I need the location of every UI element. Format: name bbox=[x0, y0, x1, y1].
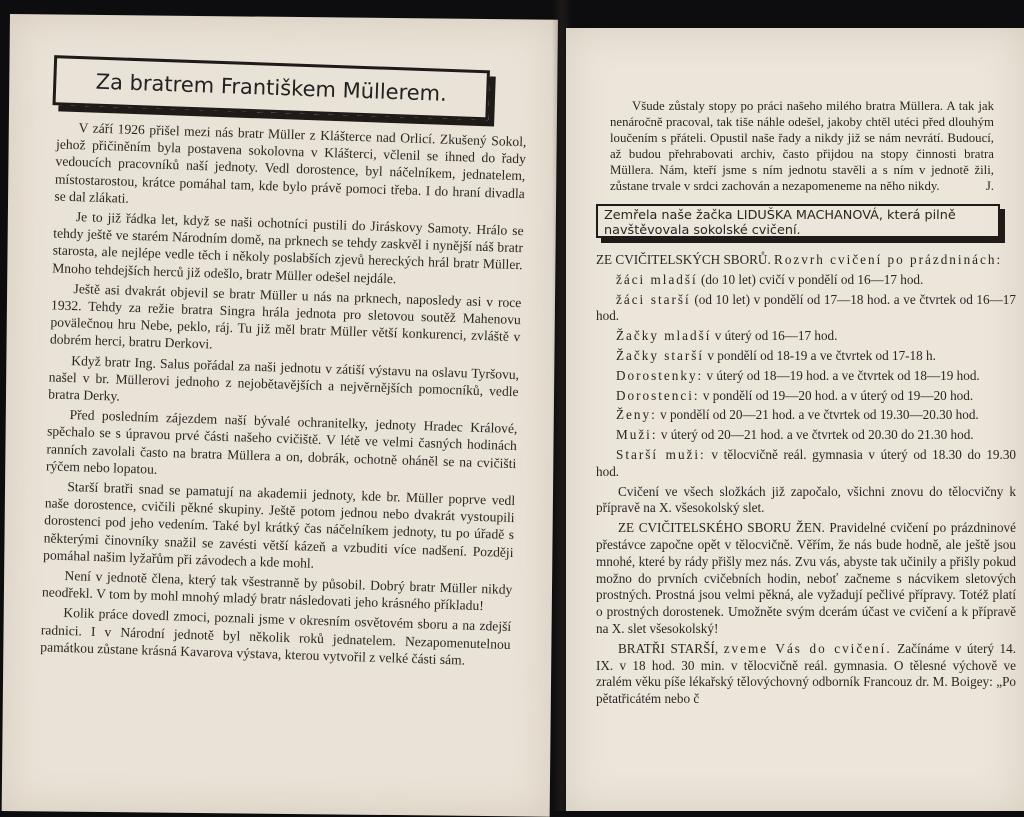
left-page bbox=[2, 14, 558, 817]
women-heading: ZE CVIČITELSKÉHO SBORU ŽEN. bbox=[618, 520, 825, 536]
elders-call: zveme Vás do cvičení. bbox=[723, 640, 892, 656]
paragraph: Když bratr Ing. Salus pořádal za naši jednotu v zátiší výstavu na oslavu Tyršovu, našel v br. Müllerovi jednoho z nejobětavějších a nejvěrnějších pomocníků, vedle bratra Derky. bbox=[48, 352, 520, 404]
right-page bbox=[566, 28, 1024, 811]
paragraph: Všude zůstaly stopy po práci našeho milého bratra Müllera. A tak jak nenáročně pracoval, tak tiše náhle odešel, jakoby chtěl utéci před dlouhým loučením s přáteli. Opustil naše řady a nikdy již se nám nevrátí. Budoucí, až budou přehrabovati archiv, často přijdou na stopy činnosti bratra Müllera. Nám, kteří jsme s ním jednotu stavěli a s ním v jednotě žili, zůstane trvale v srdci zachován a nezapomeneme na něho nikdy. J. bbox=[610, 99, 994, 193]
signature: J. bbox=[985, 179, 994, 193]
elders-text: Začínáme v úterý 14. IX. v 18 hod. 30 min. v tělocvičně reál. gymnasia. O tělesné výchově ve zralém věku píše lékařský tělovýchovný odborník Francouz dr. M. Boigey: „Po pětatřicátém nebo č bbox=[596, 640, 1017, 707]
schedule-item: Muži: v úterý od 20—21 hod. a ve čtvrtek od 20.30 do 21.30 hod. bbox=[616, 427, 974, 443]
schedule-item: žáci mladší (do 10 let) cvičí v pondělí od 16—17 hod. bbox=[616, 271, 924, 287]
paragraph: Kolik práce dovedl zmoci, poznali jsme v okresním osvětovém sboru a na zdejší radnici. I v Národní jednotě byl několik roků jednatelem. Nezapomenutelnou památkou zůstane krásná Kavarova výstava, kterou vytvořil z velké části sám. bbox=[40, 605, 512, 668]
elders-heading: BRATŘI STARŠÍ, bbox=[618, 640, 719, 656]
women-text: Pravidelné cvičení po prázdninové přestávce započne opět v tělocvičně. Věřím, že nás bude hodně, ale ještě jsou mnohé, které by rády přišly mez nás. Zvu vás, abyste tak učinily a přišly pokud možno do prvních cvičebních hodin, neboť začneme s nácvikem sletových prostných. Prostná jsou velmi pěkná, ale vyžadují pečlivé přípravy. Totéž platí o prostných dorostenek. Umožněte svým dcerám účast ve cvičení a k přípravě na X. slet všesokolský! bbox=[596, 520, 1017, 636]
schedule-item: Ženy: v pondělí od 20—21 hod. a ve čtvrtek od 19.30—20.30 hod. bbox=[616, 407, 979, 423]
article-conclusion bbox=[610, 98, 994, 197]
women-section bbox=[596, 520, 1016, 638]
schedule-item: Starší muži: v tělocvičně reál. gymnasia v úterý od 18.30 do 19.30 hod. bbox=[596, 446, 1017, 479]
schedule-item: Dorostenci: v pondělí od 19—20 hod. a v úterý od 19—20 hod. bbox=[616, 387, 974, 403]
article-body bbox=[40, 118, 527, 673]
schedule-item: Žačky starší v pondělí od 18-19 a ve čtvrtek od 17-18 h. bbox=[616, 347, 936, 363]
schedule-intro: Rozvrh cvičení po prázdninách: bbox=[774, 252, 1003, 267]
paragraph: Starší bratři snad se pamatují na akademii jednoty, kde br. Müller poprve vedl naše dorostence, cvičili pěkné skupiny. Ještě potom jednou nebo dvakrát vystoupili dorostenci pod jeho vedením. Také byl krátký čas náčelníkem jednoty, tu po úřadě s některými činovníky snažil se zavésti větší kázeň a vzbuditi více nadšení. Později pomáhal našim lyžařům při závodech a kde mohl. bbox=[42, 479, 516, 571]
schedule-heading: ZE CVIČITELSKÝCH SBORŮ. bbox=[596, 252, 771, 267]
schedule-header bbox=[596, 252, 1016, 269]
paragraph: Není v jednotě člena, který tak všestranně by působil. Dobrý bratr Müller nikdy neodřekl. V tom by mohl mnohý mladý bratr následovati jeho krásného příkladu! bbox=[41, 568, 513, 614]
paragraph: Je to již řádka let, když se naši ochotníci pustili do Jiráskovy Samoty. Hrálo se tehdy ještě ve starém Národním domě, na prknech se tehdy zaskvěl i nynější náš bratr starosta, ale nejlépe vedle těch i několy poslabších zjevů hereckých hrál bratr Müller. Mnoho tehdejších herců již odešlo, bratr Müller odešel nejdále. bbox=[51, 209, 524, 286]
paragraph: Před posledním zájezdem naší bývalé ochranitelky, jednoty Hradec Králové, spěchalo se s úpravou prvé části našeho cvičiště. V létě ve velmi časných hodinách ranních zavolali často na bratra Müllera a on, dobrák, ochotně oháněl se na cvičišti rýčem nebo lopatou. bbox=[45, 407, 518, 477]
elders-section bbox=[596, 641, 1016, 708]
paragraph: Ještě asi dvakrát objevil se bratr Müller u nás na prknech, naposledy asi v roce 1932. Tehdy za režie bratra Singra hrála jednota pro sletovou soutěž Mahenovu povälečnou hru Nebe, peklo, ráj. Tu již měl bratr Müller větší konkurenci, zvláště v dobrém herci, bratru Derkovi. bbox=[49, 280, 522, 352]
announcements bbox=[596, 252, 1016, 711]
schedule-item: žáci starší (od 10 let) v pondělí od 17—18 hod. a ve čtvrtek od 16—17 hod. bbox=[596, 291, 1016, 324]
obituary-notice: Zemřela naše žačka LIDUŠKA MACHANOVÁ, která pilně navštěvovala sokolské cvičení. bbox=[596, 204, 1000, 238]
article-title: Za bratrem Františkem Müllerem. bbox=[53, 55, 490, 120]
schedule-item: Žačky mladší v úterý od 16—17 hod. bbox=[616, 328, 838, 344]
paragraph: V září 1926 přišel mezi nás bratr Müller z Klášterce nad Orlicí. Zkušený Sokol, jehož přičiněním byla postavena sokolovna v Klášterci, včlenil se ihned do řady vedoucích pracovníků naší jednoty. Vedl dorostence, byl náčelníkem, jednatelem, místostarostou, krátce pomáhal tam, kde bylo právě pomoci třeba. I do hraní divadla se dal zlákati. bbox=[54, 120, 527, 206]
schedule-outro: Cvičení ve všech složkách již započalo, všichni znovu do tělocvičny k přípravě na X. všesokolský slet. bbox=[596, 483, 1016, 516]
schedule-item: Dorostenky: v úterý od 18—19 hod. a ve čtvrtek od 18—19 hod. bbox=[616, 367, 980, 383]
